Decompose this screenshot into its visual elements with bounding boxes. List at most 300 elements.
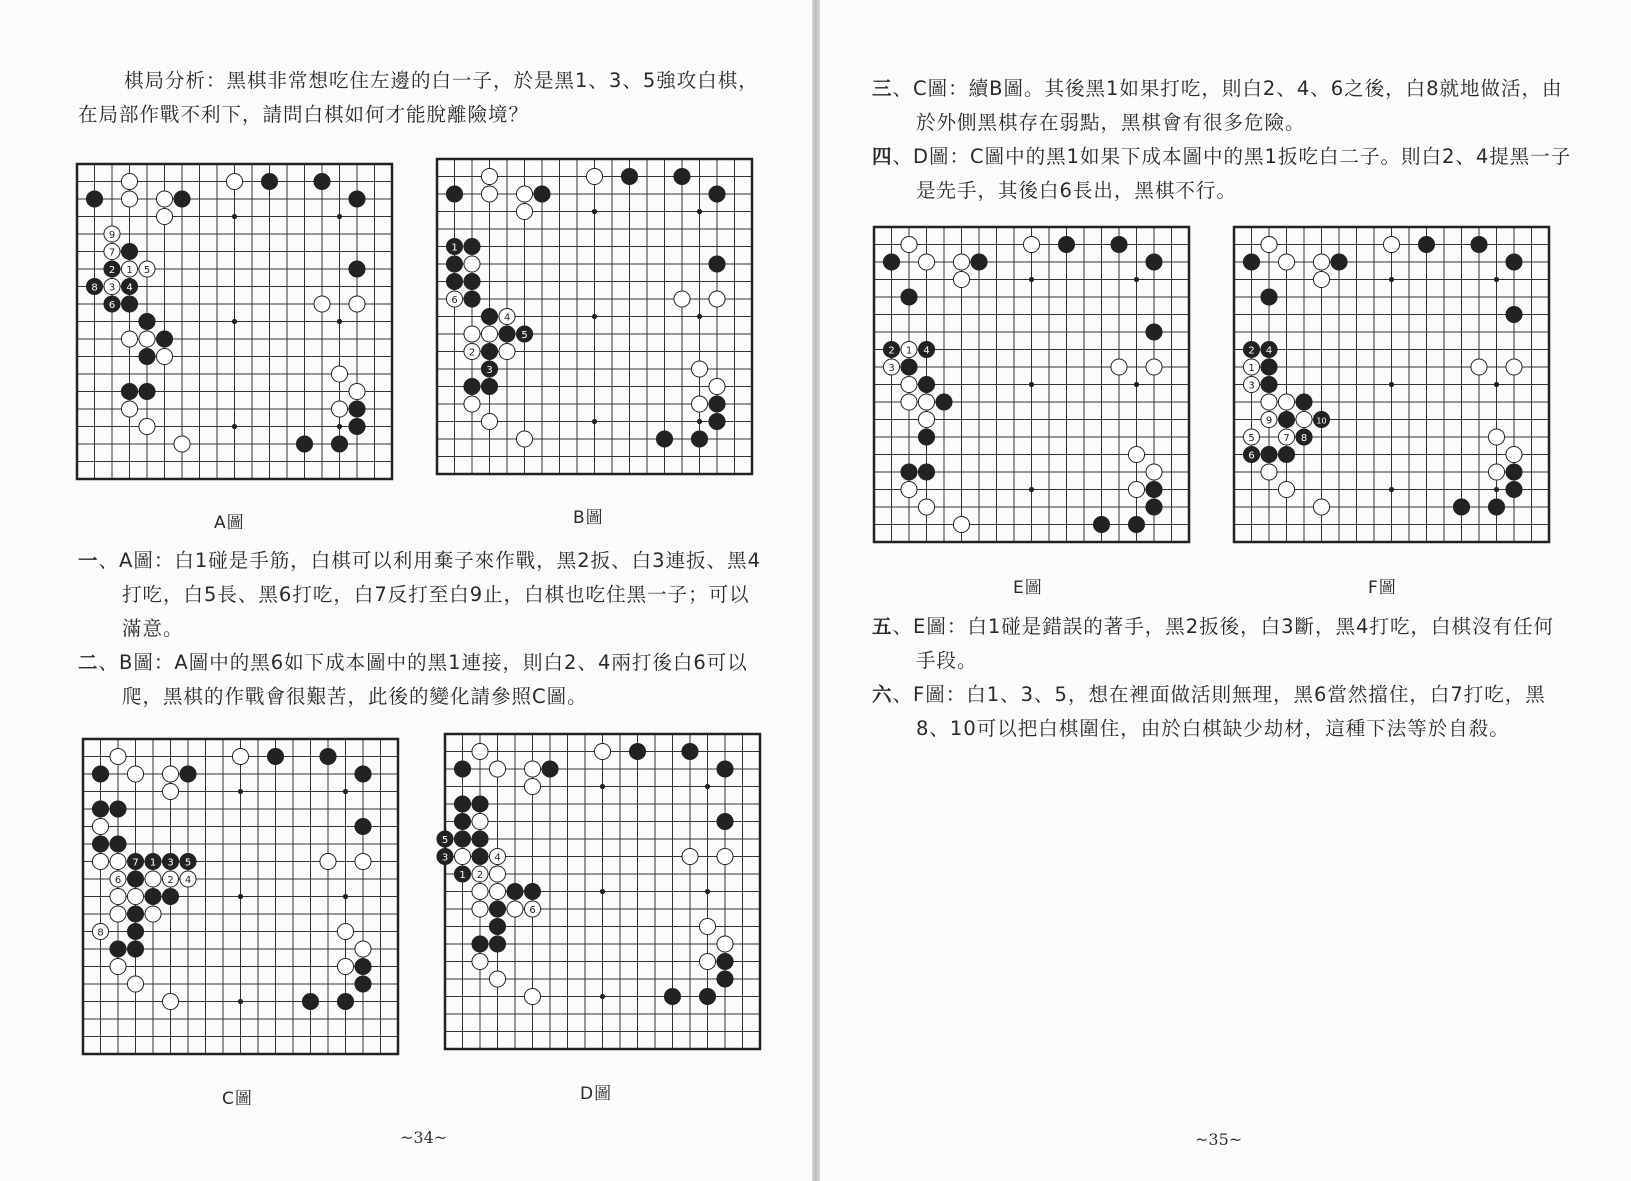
paragraph-number: 六	[872, 683, 893, 706]
white-stone	[507, 901, 523, 917]
star-point	[600, 889, 605, 894]
white-stone	[481, 413, 497, 429]
white-stone	[472, 866, 488, 882]
black-stone	[464, 238, 480, 254]
move-number: 4	[126, 282, 133, 294]
white-stone	[953, 254, 969, 270]
white-stone	[121, 173, 137, 189]
white-stone	[953, 271, 969, 287]
black-stone	[437, 848, 453, 864]
black-stone	[104, 296, 120, 312]
black-stone	[918, 341, 934, 357]
black-stone	[883, 254, 899, 270]
star-point	[343, 894, 348, 899]
black-stone	[1128, 516, 1144, 532]
black-stone	[110, 941, 126, 957]
white-stone	[489, 866, 505, 882]
white-stone	[1261, 464, 1277, 480]
white-stone	[1488, 429, 1504, 445]
move-number: 6	[529, 904, 536, 916]
white-stone	[516, 431, 532, 447]
white-stone	[1243, 376, 1259, 392]
move-number: 4	[184, 874, 192, 886]
white-stone	[709, 291, 725, 307]
black-stone	[901, 289, 917, 305]
black-stone	[1488, 499, 1504, 515]
black-stone	[446, 256, 462, 272]
paragraph-number: 三	[872, 77, 893, 100]
page-number-35: ~35~	[1195, 1130, 1243, 1149]
white-stone	[349, 383, 365, 399]
move-number: 2	[888, 345, 895, 357]
white-stone	[489, 848, 505, 864]
paragraph-text: 、A圖：白1碰是手筋，白棋可以利用棄子來作戰，黑2扳、白3連扳、黑4打吃，白5長、黑6打吃，白7反打至白9止，白棋也吃住黑一子；可以滿意。	[98, 549, 761, 640]
black-stone	[1261, 376, 1277, 392]
black-stone	[92, 801, 108, 817]
black-stone	[296, 436, 312, 452]
white-stone	[1128, 481, 1144, 497]
white-stone	[1296, 411, 1312, 427]
left-paragraphs	[78, 544, 768, 714]
black-stone	[709, 413, 725, 429]
white-stone	[516, 186, 532, 202]
white-stone	[232, 748, 248, 764]
white-stone	[901, 481, 917, 497]
go-board-e	[872, 225, 1191, 544]
black-stone	[717, 813, 733, 829]
white-stone	[162, 766, 178, 782]
black-stone	[349, 261, 365, 277]
white-stone	[1313, 254, 1329, 270]
move-number: 5	[184, 857, 192, 869]
black-stone	[918, 429, 934, 445]
black-stone	[446, 186, 462, 202]
white-stone	[1278, 429, 1294, 445]
white-stone	[162, 993, 178, 1009]
black-stone	[1146, 499, 1162, 515]
black-stone	[1313, 411, 1329, 427]
white-stone	[472, 813, 488, 829]
black-stone	[1146, 324, 1162, 340]
white-stone	[1488, 464, 1504, 480]
white-stone	[139, 331, 155, 347]
white-stone	[104, 278, 120, 294]
black-stone	[464, 273, 480, 289]
black-stone	[709, 186, 725, 202]
white-stone	[121, 191, 137, 207]
white-stone	[337, 923, 353, 939]
black-stone	[472, 796, 488, 812]
white-stone	[1278, 394, 1294, 410]
move-number: 5	[143, 264, 151, 276]
right-paragraphs-top	[872, 72, 1572, 208]
white-stone	[472, 953, 488, 969]
paragraph-number: 四	[872, 145, 893, 168]
white-stone	[174, 436, 190, 452]
white-stone	[464, 396, 480, 412]
black-stone	[621, 168, 637, 184]
black-stone	[1453, 499, 1469, 515]
white-stone	[1243, 429, 1259, 445]
black-stone	[1506, 254, 1522, 270]
white-stone	[145, 871, 161, 887]
black-stone	[481, 378, 497, 394]
star-point	[592, 209, 597, 214]
black-stone	[139, 383, 155, 399]
paragraph-number: 一	[78, 549, 99, 572]
star-point	[337, 214, 342, 219]
white-stone	[180, 871, 196, 887]
white-stone	[121, 401, 137, 417]
white-stone	[464, 326, 480, 342]
black-stone	[682, 743, 698, 759]
white-stone	[901, 394, 917, 410]
white-stone	[489, 883, 505, 899]
move-number: 6	[1248, 450, 1255, 462]
black-stone	[901, 359, 917, 375]
white-stone	[156, 191, 172, 207]
black-stone	[472, 936, 488, 952]
move-number: 2	[476, 869, 484, 881]
star-point	[238, 894, 243, 899]
white-stone	[489, 761, 505, 777]
white-stone	[499, 308, 515, 324]
left-page	[0, 0, 812, 1181]
white-stone	[489, 971, 505, 987]
white-stone	[481, 326, 497, 342]
white-stone	[349, 296, 365, 312]
black-stone	[355, 976, 371, 992]
white-stone	[162, 871, 178, 887]
intro-text	[78, 64, 768, 132]
black-stone	[664, 988, 680, 1004]
star-point	[232, 214, 237, 219]
white-stone	[699, 918, 715, 934]
white-stone	[162, 783, 178, 799]
black-stone	[524, 883, 540, 899]
move-number: 9	[108, 229, 116, 241]
white-stone	[110, 888, 126, 904]
black-stone	[489, 936, 505, 952]
black-stone	[92, 836, 108, 852]
white-stone	[953, 516, 969, 532]
black-stone	[267, 748, 283, 764]
black-stone	[1296, 429, 1312, 445]
star-point	[600, 784, 605, 789]
paragraph-text: 、C圖：續B圖。其後黑1如果打吃，則白2、4、6之後，白8就地做活，由於外側黑棋存在弱點，黑棋會有很多危險。	[892, 77, 1563, 134]
move-number: 6	[108, 299, 116, 311]
white-stone	[918, 499, 934, 515]
star-point	[1389, 277, 1394, 282]
white-stone	[472, 743, 488, 759]
white-stone	[127, 766, 143, 782]
star-point	[1134, 382, 1139, 387]
intro-paragraph: 棋局分析：黑棋非常想吃住左邊的白一子，於是黑1、3、5強攻白棋，在局部作戰不利下，請問白棋如何才能脫離險境？	[78, 69, 759, 126]
white-stone	[691, 396, 707, 412]
paragraph-1	[78, 544, 768, 646]
black-stone	[918, 376, 934, 392]
black-stone	[127, 923, 143, 939]
white-stone	[1383, 236, 1399, 252]
black-stone	[355, 958, 371, 974]
white-stone	[1261, 411, 1277, 427]
move-number: 7	[1283, 432, 1290, 444]
paragraph-6	[872, 678, 1572, 746]
white-stone	[145, 906, 161, 922]
right-paragraphs-bottom	[872, 610, 1572, 746]
white-stone	[516, 203, 532, 219]
white-stone	[918, 254, 934, 270]
black-stone	[1146, 254, 1162, 270]
caption-a: A圖	[214, 513, 245, 533]
black-stone	[86, 191, 102, 207]
star-point	[232, 424, 237, 429]
paragraph-text: 、F圖：白1、3、5，想在裡面做活則無理，黑6當然擋住，白7打吃，黑8、10可以把白棋圍住，由於白棋缺少劫材，這種下法等於自殺。	[892, 683, 1546, 740]
black-stone	[691, 431, 707, 447]
star-point	[238, 789, 243, 794]
black-stone	[1418, 236, 1434, 252]
white-stone	[464, 256, 480, 272]
black-stone	[1471, 236, 1487, 252]
black-stone	[121, 243, 137, 259]
move-number: 6	[451, 294, 458, 306]
white-stone	[110, 853, 126, 869]
paragraph-text: 、B圖：A圖中的黑6如下成本圖中的黑1連接，則白2、4兩打後白6可以爬，黑棋的作戰會很艱苦，此後的變化請參照C圖。	[98, 651, 748, 708]
move-number: 1	[149, 857, 157, 869]
black-stone	[481, 361, 497, 377]
black-stone	[1261, 341, 1277, 357]
move-number: 4	[494, 852, 501, 864]
black-stone	[1261, 289, 1277, 305]
black-stone	[121, 278, 137, 294]
white-stone	[594, 743, 610, 759]
star-point	[337, 319, 342, 324]
paragraph-4	[872, 140, 1572, 208]
move-number: 2	[108, 264, 116, 276]
black-stone	[261, 173, 277, 189]
black-stone	[489, 918, 505, 934]
move-number: 5	[441, 834, 449, 846]
move-number: 8	[91, 282, 98, 294]
black-stone	[349, 191, 365, 207]
white-stone	[699, 953, 715, 969]
move-number: 3	[108, 282, 116, 294]
move-number: 1	[905, 345, 913, 357]
move-number: 9	[1265, 415, 1273, 427]
white-stone	[464, 343, 480, 359]
caption-e: E圖	[1013, 578, 1043, 598]
move-number: 3	[486, 364, 493, 376]
black-stone	[156, 331, 172, 347]
move-number: 3	[1248, 380, 1255, 392]
white-stone	[524, 778, 540, 794]
move-number: 7	[108, 247, 116, 259]
move-number: 5	[1248, 432, 1255, 444]
right-page	[820, 0, 1631, 1181]
white-stone	[1278, 481, 1294, 497]
paragraph-2	[78, 646, 768, 714]
star-point	[600, 994, 605, 999]
white-stone	[355, 853, 371, 869]
white-stone	[1128, 446, 1144, 462]
black-stone	[145, 888, 161, 904]
diagram-c	[81, 737, 400, 1056]
white-stone	[481, 186, 497, 202]
move-number: 4	[1265, 345, 1273, 357]
diagram-e	[872, 225, 1191, 544]
black-stone	[446, 238, 462, 254]
caption-f: F圖	[1368, 578, 1397, 598]
white-stone	[156, 348, 172, 364]
white-stone	[127, 976, 143, 992]
black-stone	[1243, 254, 1259, 270]
black-stone	[1261, 359, 1277, 375]
black-stone	[127, 906, 143, 922]
move-number: 2	[1248, 345, 1255, 357]
paragraph-number: 二	[78, 651, 99, 674]
star-point	[1494, 382, 1499, 387]
white-stone	[524, 988, 540, 1004]
diagram-a	[75, 162, 394, 481]
white-stone	[682, 848, 698, 864]
black-stone	[656, 431, 672, 447]
white-stone	[524, 761, 540, 777]
star-point	[1494, 277, 1499, 282]
white-stone	[1261, 394, 1277, 410]
white-stone	[337, 958, 353, 974]
black-stone	[337, 993, 353, 1009]
caption-d: D圖	[580, 1084, 613, 1104]
white-stone	[314, 296, 330, 312]
black-stone	[971, 254, 987, 270]
white-stone	[104, 243, 120, 259]
black-stone	[1506, 306, 1522, 322]
black-stone	[534, 186, 550, 202]
star-point	[232, 319, 237, 324]
move-number: 2	[468, 347, 476, 359]
white-stone	[918, 394, 934, 410]
black-stone	[92, 766, 108, 782]
white-stone	[524, 901, 540, 917]
white-stone	[320, 853, 336, 869]
white-stone	[139, 418, 155, 434]
white-stone	[674, 291, 690, 307]
black-stone	[629, 743, 645, 759]
white-stone	[1146, 464, 1162, 480]
black-stone	[1278, 446, 1294, 462]
black-stone	[489, 901, 505, 917]
move-number: 1	[1248, 362, 1255, 374]
black-stone	[174, 191, 190, 207]
white-stone	[1023, 236, 1039, 252]
white-stone	[1111, 359, 1127, 375]
black-stone	[717, 953, 733, 969]
white-stone	[586, 168, 602, 184]
white-stone	[110, 748, 126, 764]
diagram-b	[435, 157, 754, 476]
black-stone	[437, 831, 453, 847]
white-stone	[454, 848, 470, 864]
star-point	[1134, 277, 1139, 282]
white-stone	[481, 168, 497, 184]
black-stone	[717, 761, 733, 777]
move-number: 7	[132, 857, 139, 869]
white-stone	[121, 261, 137, 277]
black-stone	[1058, 236, 1074, 252]
white-stone	[883, 359, 899, 375]
white-stone	[156, 208, 172, 224]
white-stone	[139, 261, 155, 277]
white-stone	[901, 376, 917, 392]
move-number: 4	[503, 312, 511, 324]
paragraph-5	[872, 610, 1572, 678]
black-stone	[464, 378, 480, 394]
white-stone	[918, 411, 934, 427]
move-number: 3	[167, 857, 174, 869]
black-stone	[454, 796, 470, 812]
black-stone	[481, 308, 497, 324]
black-stone	[901, 464, 917, 480]
black-stone	[1093, 516, 1109, 532]
star-point	[592, 419, 597, 424]
white-stone	[472, 883, 488, 899]
star-point	[1029, 277, 1034, 282]
black-stone	[936, 394, 952, 410]
white-stone	[110, 958, 126, 974]
move-number: 1	[451, 242, 458, 254]
black-stone	[355, 818, 371, 834]
black-stone	[1111, 236, 1127, 252]
black-stone	[454, 831, 470, 847]
star-point	[238, 999, 243, 1004]
black-stone	[542, 761, 558, 777]
book-spine	[812, 0, 820, 1181]
star-point	[337, 424, 342, 429]
move-number: 8	[1300, 432, 1308, 444]
white-stone	[110, 906, 126, 922]
move-number: 2	[167, 874, 174, 886]
move-number: 6	[114, 874, 122, 886]
black-stone	[481, 343, 497, 359]
black-stone	[1243, 341, 1259, 357]
black-stone	[472, 831, 488, 847]
black-stone	[1296, 394, 1312, 410]
star-point	[697, 314, 702, 319]
go-board-b	[435, 157, 754, 476]
move-number: 3	[888, 362, 895, 374]
white-stone	[1506, 359, 1522, 375]
white-stone	[331, 366, 347, 382]
black-stone	[180, 853, 196, 869]
black-stone	[454, 866, 470, 882]
white-stone	[121, 331, 137, 347]
white-stone	[1313, 271, 1329, 287]
black-stone	[1278, 411, 1294, 427]
black-stone	[1506, 481, 1522, 497]
star-point	[1494, 487, 1499, 492]
black-stone	[110, 836, 126, 852]
white-stone	[717, 848, 733, 864]
page-number-34: ~34~	[400, 1128, 448, 1147]
black-stone	[717, 971, 733, 987]
black-stone	[110, 801, 126, 817]
black-stone	[331, 436, 347, 452]
black-stone	[709, 256, 725, 272]
white-stone	[127, 888, 143, 904]
white-stone	[1146, 359, 1162, 375]
move-number: 10	[1316, 416, 1327, 426]
black-stone	[349, 418, 365, 434]
